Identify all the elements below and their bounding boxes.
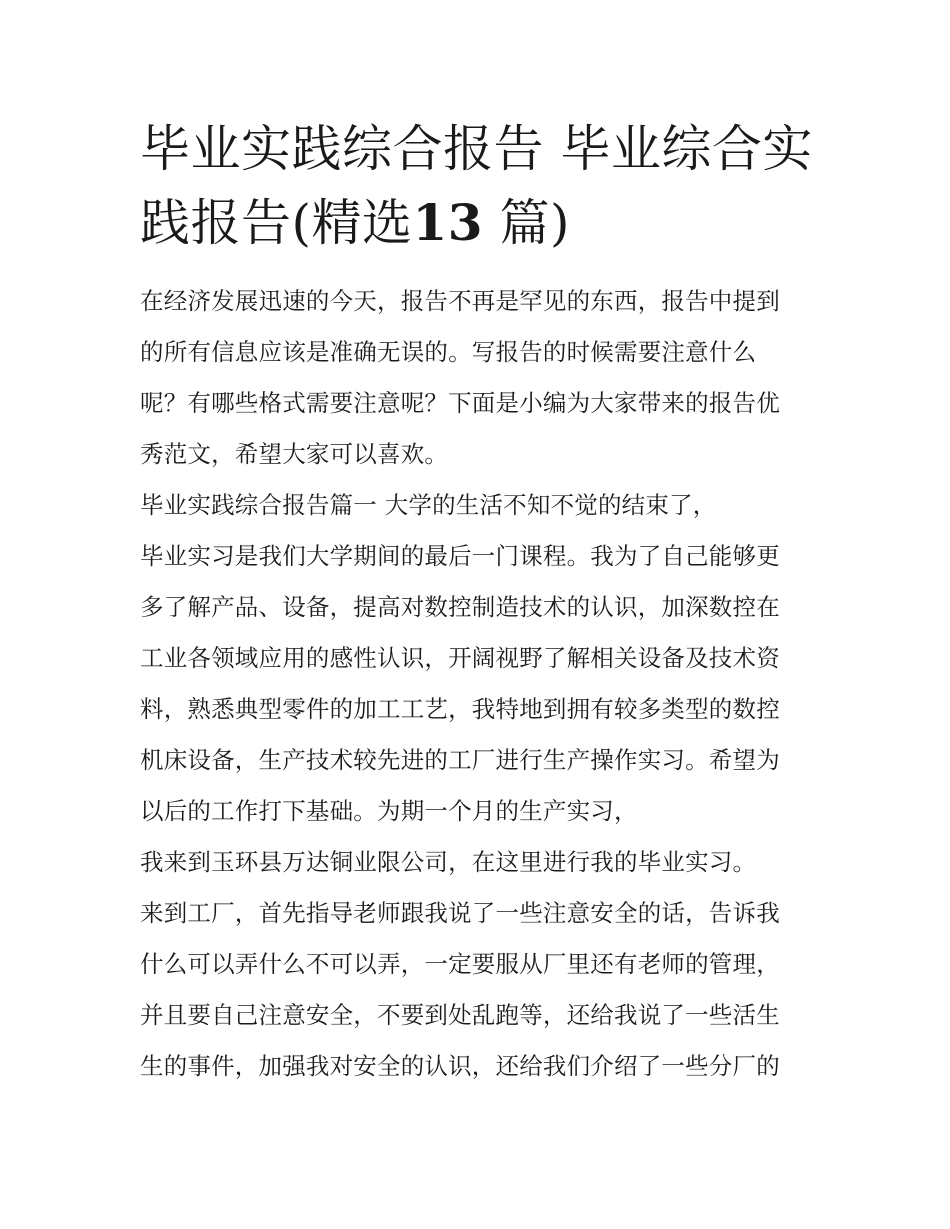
title-text-part2: 篇) [499, 194, 571, 252]
title-number: 13 [412, 193, 484, 252]
section-heading-line: 毕业实践综合报告篇一 大学的生活不知不觉的结束了， [140, 491, 717, 519]
body-line: 工业各领域应用的感性认识，开阔视野了解相关设备及技术资 [140, 644, 780, 672]
body-line: 多了解产品、设备，提高对数控制造技术的认识，加深数控在 [140, 593, 780, 621]
body-line: 料，熟悉典型零件的加工工艺，我特地到拥有较多类型的数控 [140, 695, 780, 723]
body-line: 我来到玉环县万达铜业限公司，在这里进行我的毕业实习。 [140, 848, 757, 876]
body-line: 机床设备，生产技术较先进的工厂进行生产操作实习。希望为 [140, 746, 780, 774]
body-line: 毕业实习是我们大学期间的最后一门课程。我为了自己能够更 [140, 542, 780, 570]
body-line: 生的事件，加强我对安全的认识，还给我们介绍了一些分厂的 [140, 1052, 780, 1080]
body-line: 什么可以弄什么不可以弄，一定要服从厂里还有老师的管理， [140, 950, 780, 978]
document-body [140, 276, 820, 1092]
title-text-part1: 毕业实践综合报告 毕业综合实践报告(精选 [140, 120, 813, 252]
body-line: 呢？有哪些格式需要注意呢？下面是小编为大家带来的报告优 [140, 389, 780, 417]
body-line: 并且要自己注意安全，不要到处乱跑等，还给我说了一些活生 [140, 1001, 780, 1029]
body-line: 以后的工作打下基础。为期一个月的生产实习， [140, 797, 638, 825]
body-line: 秀范文，希望大家可以喜欢。 [140, 440, 449, 468]
body-line: 在经济发展迅速的今天，报告不再是罕见的东西，报告中提到 [140, 287, 780, 315]
body-line: 来到工厂，首先指导老师跟我说了一些注意安全的话，告诉我 [140, 899, 780, 927]
document-title [140, 112, 820, 260]
body-line: 的所有信息应该是准确无误的。写报告的时候需要注意什么 [140, 338, 757, 366]
